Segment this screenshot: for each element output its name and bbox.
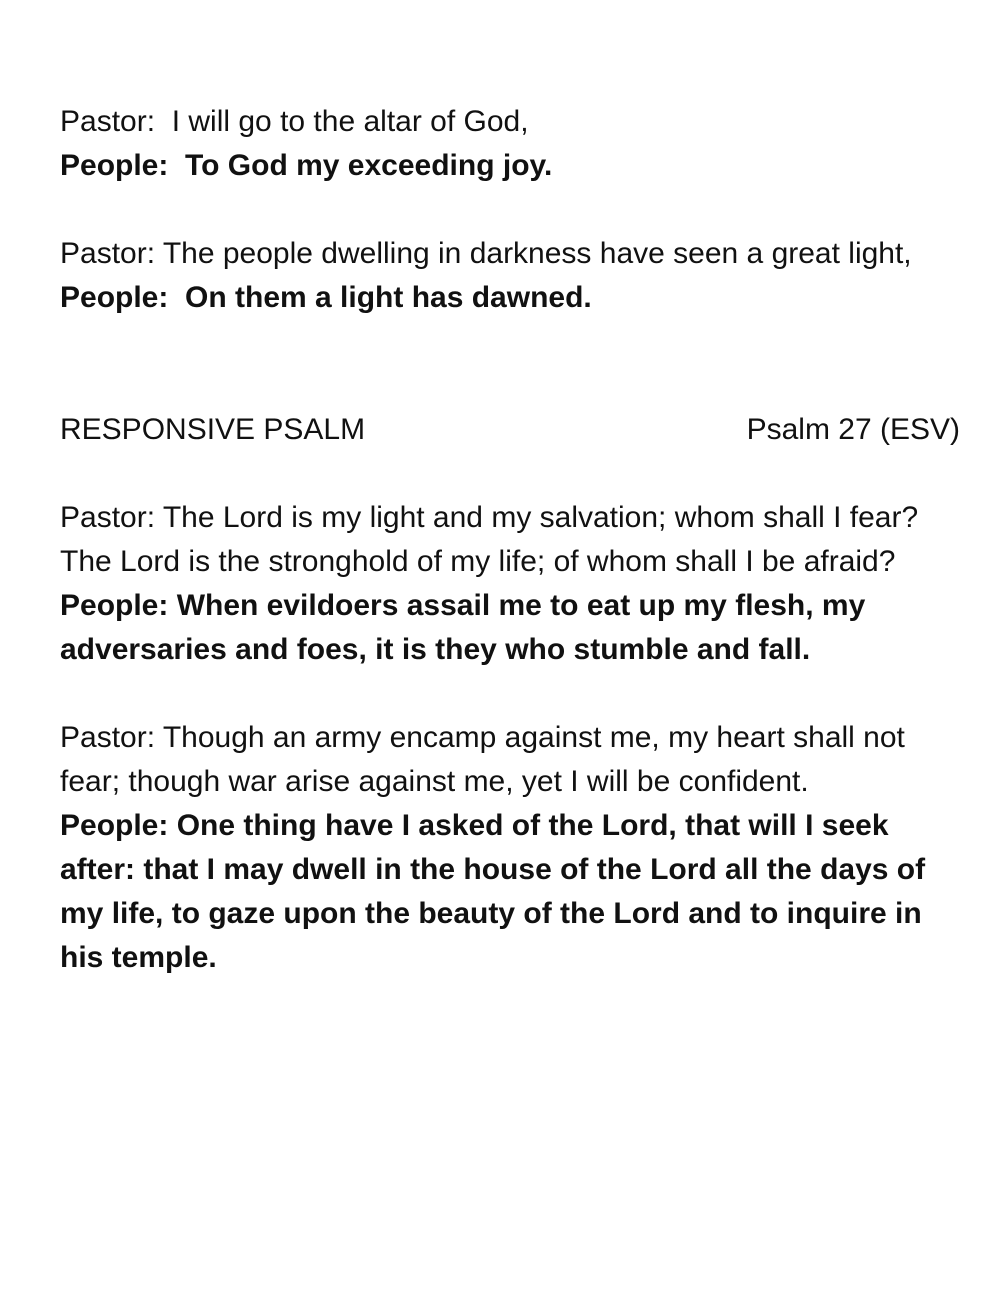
people-response: People: On them a light has dawned.	[60, 281, 592, 314]
spacer	[60, 320, 940, 408]
spacer	[60, 188, 940, 232]
pastor-line: Pastor: The people dwelling in darkness have seen a great light,	[60, 237, 912, 270]
pastor-line: Pastor: The Lord is my light and my salvation; whom shall I fear? The Lord is the stronghold of my life; of whom shall I be afraid?	[60, 501, 919, 578]
people-response: People: One thing have I asked of the Lord, that will I seek after: that I may dwell in the house of the Lord all the days of my life, to gaze upon the beauty of the Lord and to inquire in his temple.	[60, 809, 926, 974]
spacer	[60, 672, 940, 716]
pastor-line: Pastor: I will go to the altar of God,	[60, 105, 529, 138]
people-response: People: To God my exceeding joy.	[60, 149, 553, 182]
people-response: People: When evildoers assail me to eat up my flesh, my adversaries and foes, it is they who stumble and fall.	[60, 589, 866, 666]
psalm-reference: Psalm 27 (ESV)	[746, 413, 960, 446]
section-heading	[60, 408, 960, 452]
pastor-line: Pastor: Though an army encamp against me, my heart shall not fear; though war arise against me, yet I will be confident.	[60, 721, 905, 798]
spacer	[60, 452, 940, 496]
liturgy-page	[60, 100, 960, 980]
section-title: RESPONSIVE PSALM	[60, 413, 366, 446]
